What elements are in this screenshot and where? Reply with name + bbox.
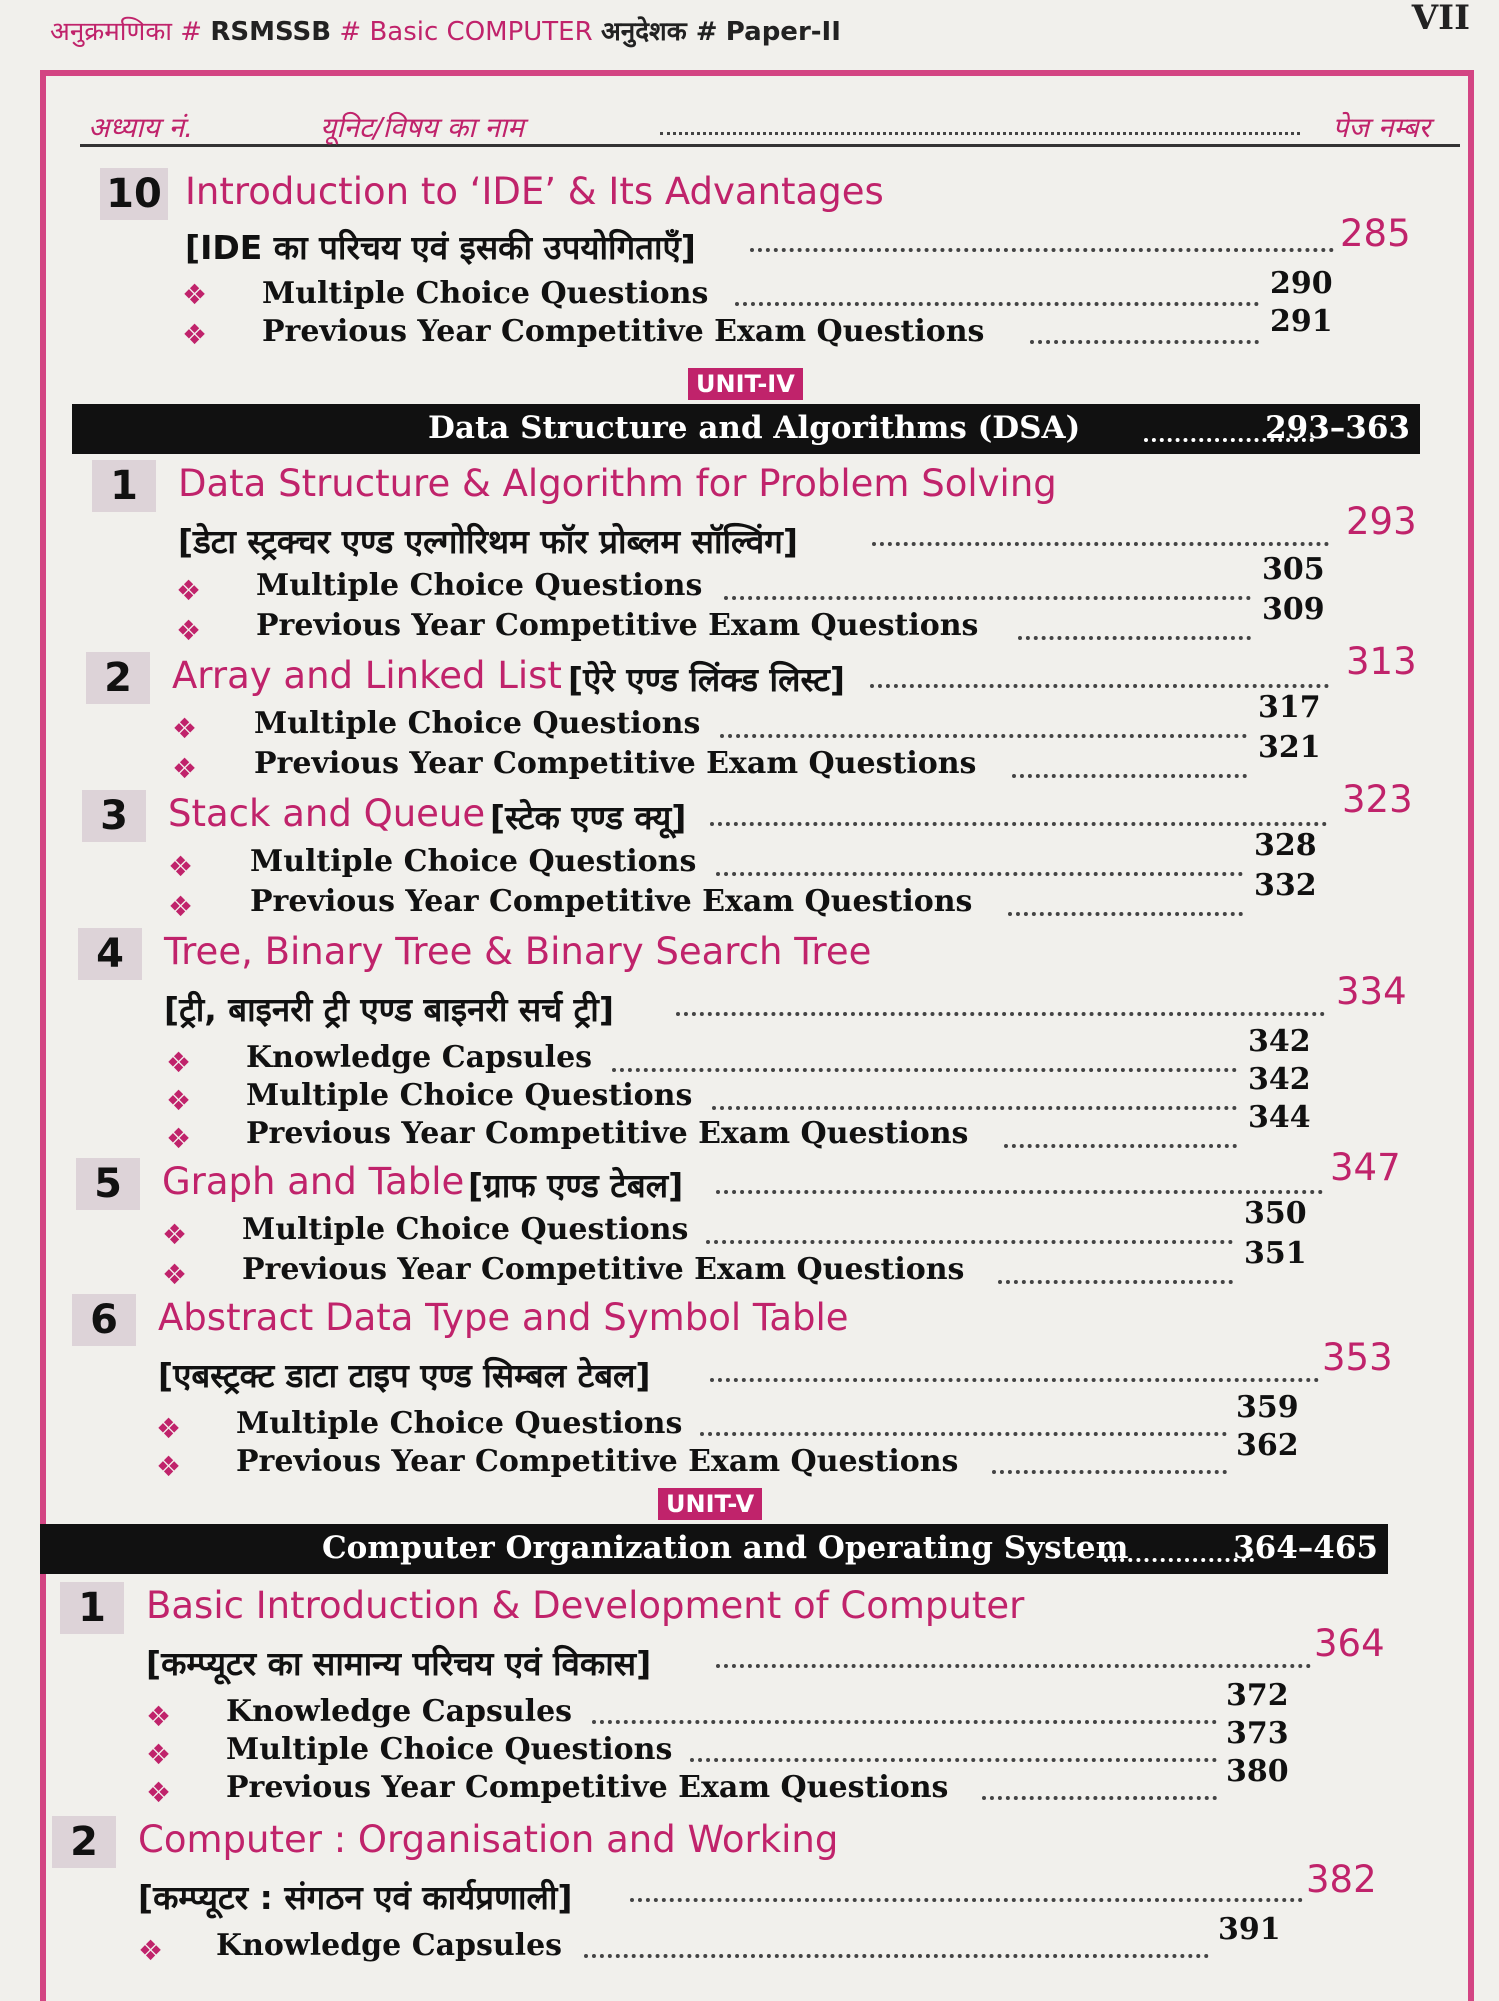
bullet-icon: ❖ [176,614,202,647]
section-page: 373 [1226,1716,1289,1751]
chapter-number: 1 [60,1582,124,1634]
chapter-hindi-title: [स्टेक एण्ड क्यू] [490,798,687,837]
header-text [50,12,841,48]
bullet-icon: ❖ [168,890,194,923]
unit-page-range: 364–465 [1233,1530,1378,1566]
leader-dots [724,596,1251,600]
leader-dots [612,1068,1237,1072]
section-page: 351 [1244,1236,1307,1271]
page-number-roman: VII [1411,0,1470,38]
bullet-icon: ❖ [166,1046,192,1079]
leader-dots [710,1378,1319,1382]
chapter-number: 6 [72,1294,136,1346]
column-chapter-label: अध्याय नं. [88,111,193,144]
section-mcq[interactable]: Multiple Choice Questions [254,706,701,741]
header-paper: Paper-II [725,17,841,47]
chapter-hindi-title: [ऐरे एण्ड लिंक्ड लिस्ट] [568,660,846,699]
chapter-title[interactable]: Introduction to ‘IDE’ & Its Advantages [185,170,884,213]
section-page: 291 [1270,304,1333,339]
chapter-title[interactable]: Data Structure & Algorithm for Problem Solving [178,462,1057,505]
section-kc[interactable]: Knowledge Capsules [226,1694,573,1729]
bullet-icon: ❖ [156,1412,182,1445]
leader-dots [716,1190,1323,1194]
leader-dots [992,1470,1227,1474]
leader-dots [870,684,1329,688]
chapter-hindi-title: [कम्प्यूटर का सामान्य परिचय एवं विकास] [146,1644,652,1683]
section-pyq[interactable]: Previous Year Competitive Exam Questions [254,746,977,781]
section-page: 344 [1248,1100,1311,1135]
bullet-icon: ❖ [162,1258,188,1291]
leader-dots [706,1240,1233,1244]
header-course-hindi: अनुदेशक # [600,17,718,47]
chapter-number: 10 [100,168,168,220]
leader-dots [712,1106,1237,1110]
leader-dots [720,734,1247,738]
leader-dots [1104,1558,1254,1562]
section-pyq[interactable]: Previous Year Competitive Exam Questions [262,314,985,349]
leader-dots [1030,340,1259,344]
section-pyq[interactable]: Previous Year Competitive Exam Questions [242,1252,965,1287]
unit-tag: UNIT-IV [688,368,803,400]
section-page: 342 [1248,1062,1311,1097]
chapter-page: 347 [1330,1146,1401,1189]
bullet-icon: ❖ [176,574,202,607]
leader-dots [676,1012,1325,1016]
running-header [40,0,1480,52]
chapter-title[interactable]: Tree, Binary Tree & Binary Search Tree [164,930,872,973]
column-leader-dots [660,132,1300,135]
leader-dots [700,1432,1227,1436]
chapter-page: 364 [1314,1622,1385,1665]
bullet-icon: ❖ [146,1700,172,1733]
section-page: 305 [1262,552,1325,587]
section-mcq[interactable]: Multiple Choice Questions [262,276,709,311]
section-page: 328 [1254,828,1317,863]
chapter-page: 285 [1340,212,1411,255]
section-mcq[interactable]: Multiple Choice Questions [242,1212,689,1247]
bullet-icon: ❖ [146,1776,172,1809]
leader-dots [592,1720,1217,1724]
chapter-number: 2 [52,1816,116,1868]
chapter-title[interactable]: Abstract Data Type and Symbol Table [158,1296,849,1339]
leader-dots [716,1664,1311,1668]
bullet-icon: ❖ [162,1218,188,1251]
chapter-page: 334 [1336,970,1407,1013]
leader-dots [998,1280,1233,1284]
section-mcq[interactable]: Multiple Choice Questions [256,568,703,603]
chapter-hindi-title: [एबस्ट्रक्ट डाटा टाइप एण्ड सिम्बल टेबल] [158,1356,651,1395]
chapter-hindi-title: [IDE का परिचय एवं इसकी उपयोगिताएँ] [185,228,696,267]
leader-dots [690,1758,1217,1762]
section-kc[interactable]: Knowledge Capsules [246,1040,593,1075]
unit-page-range: 293–363 [1265,410,1410,446]
leader-dots [710,822,1327,826]
header-course: Basic COMPUTER [369,17,593,47]
chapter-hindi-title: [डेटा स्ट्रक्चर एण्ड एल्गोरिथम फॉर प्रोब्लम सॉल्विंग] [178,522,798,561]
leader-dots [735,302,1259,306]
section-page: 290 [1270,266,1333,301]
section-page: 380 [1226,1754,1289,1789]
chapter-number: 2 [86,652,150,704]
column-subject-label: यूनिट/विषय का नाम [320,111,524,144]
chapter-title[interactable]: Array and Linked List [172,654,562,697]
section-page: 372 [1226,1678,1289,1713]
chapter-title[interactable]: Stack and Queue [168,792,486,835]
section-mcq[interactable]: Multiple Choice Questions [226,1732,673,1767]
bullet-icon: ❖ [156,1450,182,1483]
header-index-label: अनुक्रमणिका # [50,17,203,47]
section-kc[interactable]: Knowledge Capsules [216,1928,563,1963]
unit-title[interactable]: Data Structure and Algorithms (DSA) [428,410,1081,446]
section-page: 342 [1248,1024,1311,1059]
chapter-number: 4 [78,928,142,980]
unit-title[interactable]: Computer Organization and Operating System [322,1530,1129,1566]
chapter-title[interactable]: Graph and Table [162,1160,465,1203]
section-mcq[interactable]: Multiple Choice Questions [236,1406,683,1441]
section-pyq[interactable]: Previous Year Competitive Exam Questions [250,884,973,919]
section-page: 317 [1258,690,1321,725]
section-page: 321 [1258,730,1321,765]
section-page: 309 [1262,592,1325,627]
chapter-title[interactable]: Basic Introduction & Development of Computer [146,1584,1025,1627]
bullet-icon: ❖ [138,1934,164,1967]
section-mcq[interactable]: Multiple Choice Questions [246,1078,693,1113]
chapter-page: 313 [1346,640,1417,683]
unit-banner [72,404,1420,454]
unit-tag: UNIT-V [658,1488,762,1520]
chapter-hindi-title: [ग्राफ एण्ड टेबल] [468,1166,684,1205]
leader-dots [1012,774,1247,778]
column-page-label: पेज नम्बर [1332,111,1430,144]
leader-dots [716,872,1243,876]
section-page: 332 [1254,868,1317,903]
chapter-page: 353 [1322,1336,1393,1379]
header-exam: RSMSSB [210,17,332,47]
bullet-icon: ❖ [172,752,198,785]
leader-dots [872,542,1329,546]
bullet-icon: ❖ [166,1122,192,1155]
leader-dots [1008,912,1243,916]
chapter-hindi-title: [कम्प्यूटर : संगठन एवं कार्यप्रणाली] [138,1878,573,1917]
header-hash: # [339,17,362,47]
chapter-hindi-title: [ट्री, बाइनरी ट्री एण्ड बाइनरी सर्च ट्री] [164,990,614,1029]
chapter-page: 293 [1346,500,1417,543]
section-page: 362 [1236,1428,1299,1463]
leader-dots [1018,636,1251,640]
section-page: 391 [1218,1912,1281,1947]
unit-banner [40,1524,1388,1574]
leader-dots [1004,1144,1237,1148]
leader-dots [630,1898,1303,1902]
section-pyq[interactable]: Previous Year Competitive Exam Questions [246,1116,969,1151]
chapter-number: 5 [76,1158,140,1210]
leader-dots [750,248,1334,252]
bullet-icon: ❖ [172,712,198,745]
section-pyq[interactable]: Previous Year Competitive Exam Questions [236,1444,959,1479]
leader-dots [584,1954,1209,1958]
section-pyq[interactable]: Previous Year Competitive Exam Questions [256,608,979,643]
chapter-page: 323 [1342,778,1413,821]
column-header [80,100,1460,147]
chapter-page: 382 [1306,1858,1377,1901]
leader-dots [982,1796,1217,1800]
section-page: 350 [1244,1196,1307,1231]
bullet-icon: ❖ [182,278,208,311]
bullet-icon: ❖ [166,1084,192,1117]
section-pyq[interactable]: Previous Year Competitive Exam Questions [226,1770,949,1805]
chapter-number: 1 [92,460,156,512]
section-mcq[interactable]: Multiple Choice Questions [250,844,697,879]
bullet-icon: ❖ [168,850,194,883]
bullet-icon: ❖ [182,318,208,351]
chapter-title[interactable]: Computer : Organisation and Working [138,1818,839,1861]
bullet-icon: ❖ [146,1738,172,1771]
section-page: 359 [1236,1390,1299,1425]
chapter-number: 3 [82,790,146,842]
